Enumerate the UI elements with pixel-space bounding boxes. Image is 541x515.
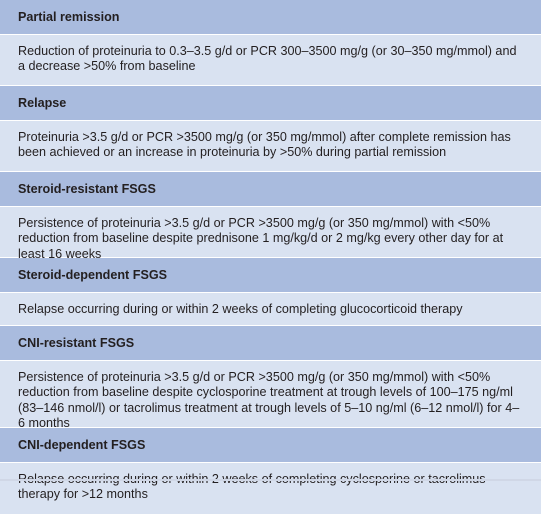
header-label: Steroid-resistant FSGS — [18, 182, 156, 196]
row-body-relapse — [0, 121, 541, 172]
header-label: Steroid-dependent FSGS — [18, 268, 168, 282]
row-header-steroid-resistant — [0, 172, 541, 207]
body-text: Proteinuria >3.5 g/d or PCR >3500 mg/g (or 350 mg/mmol) after complete remission has been achieved or an increase in proteinuria by >50% during partial remission — [18, 130, 511, 160]
row-header-steroid-dependent — [0, 258, 541, 293]
row-header-cni-dependent — [0, 428, 541, 463]
row-body-cni-resistant — [0, 361, 541, 428]
row-body-cni-dependent — [0, 463, 541, 515]
row-body-steroid-dependent — [0, 293, 541, 326]
body-text: Reduction of proteinuria to 0.3–3.5 g/d or PCR 300–3500 mg/g (or 30–350 mg/mmol) and a decrease >50% from baseline — [18, 44, 517, 74]
row-header-partial-remission — [0, 0, 541, 35]
row-header-relapse — [0, 86, 541, 121]
header-label: Relapse — [18, 96, 67, 110]
header-label: Partial remission — [18, 10, 120, 24]
body-text: Persistence of proteinuria >3.5 g/d or PCR >3500 mg/g (or 350 mg/mmol) with <50% reduction from baseline despite prednisone 1 mg/kg/d or 2 mg/kg every other day for at least 16 weeks — [18, 216, 504, 261]
body-text: Persistence of proteinuria >3.5 g/d or PCR >3500 mg/g (or 350 mg/mmol) with <50% reduction from baseline despite cyclosporine treatment at trough levels of 100–175 ng/ml (83–146 nmol/l) or tacrolimus treatment at trough levels of 5–10 ng/ml (6–12 nmol/l) for 4–6 months — [18, 370, 520, 430]
row-body-steroid-resistant — [0, 207, 541, 261]
body-text: therapy for >12 months — [18, 487, 148, 502]
row-header-cni-resistant — [0, 326, 541, 361]
header-label: CNI-resistant FSGS — [18, 336, 135, 350]
body-text: Relapse occurring during or within 2 weeks of completing glucocorticoid therapy — [18, 302, 463, 316]
row-body-partial-remission — [0, 35, 541, 86]
header-label: CNI-dependent FSGS — [18, 438, 146, 452]
